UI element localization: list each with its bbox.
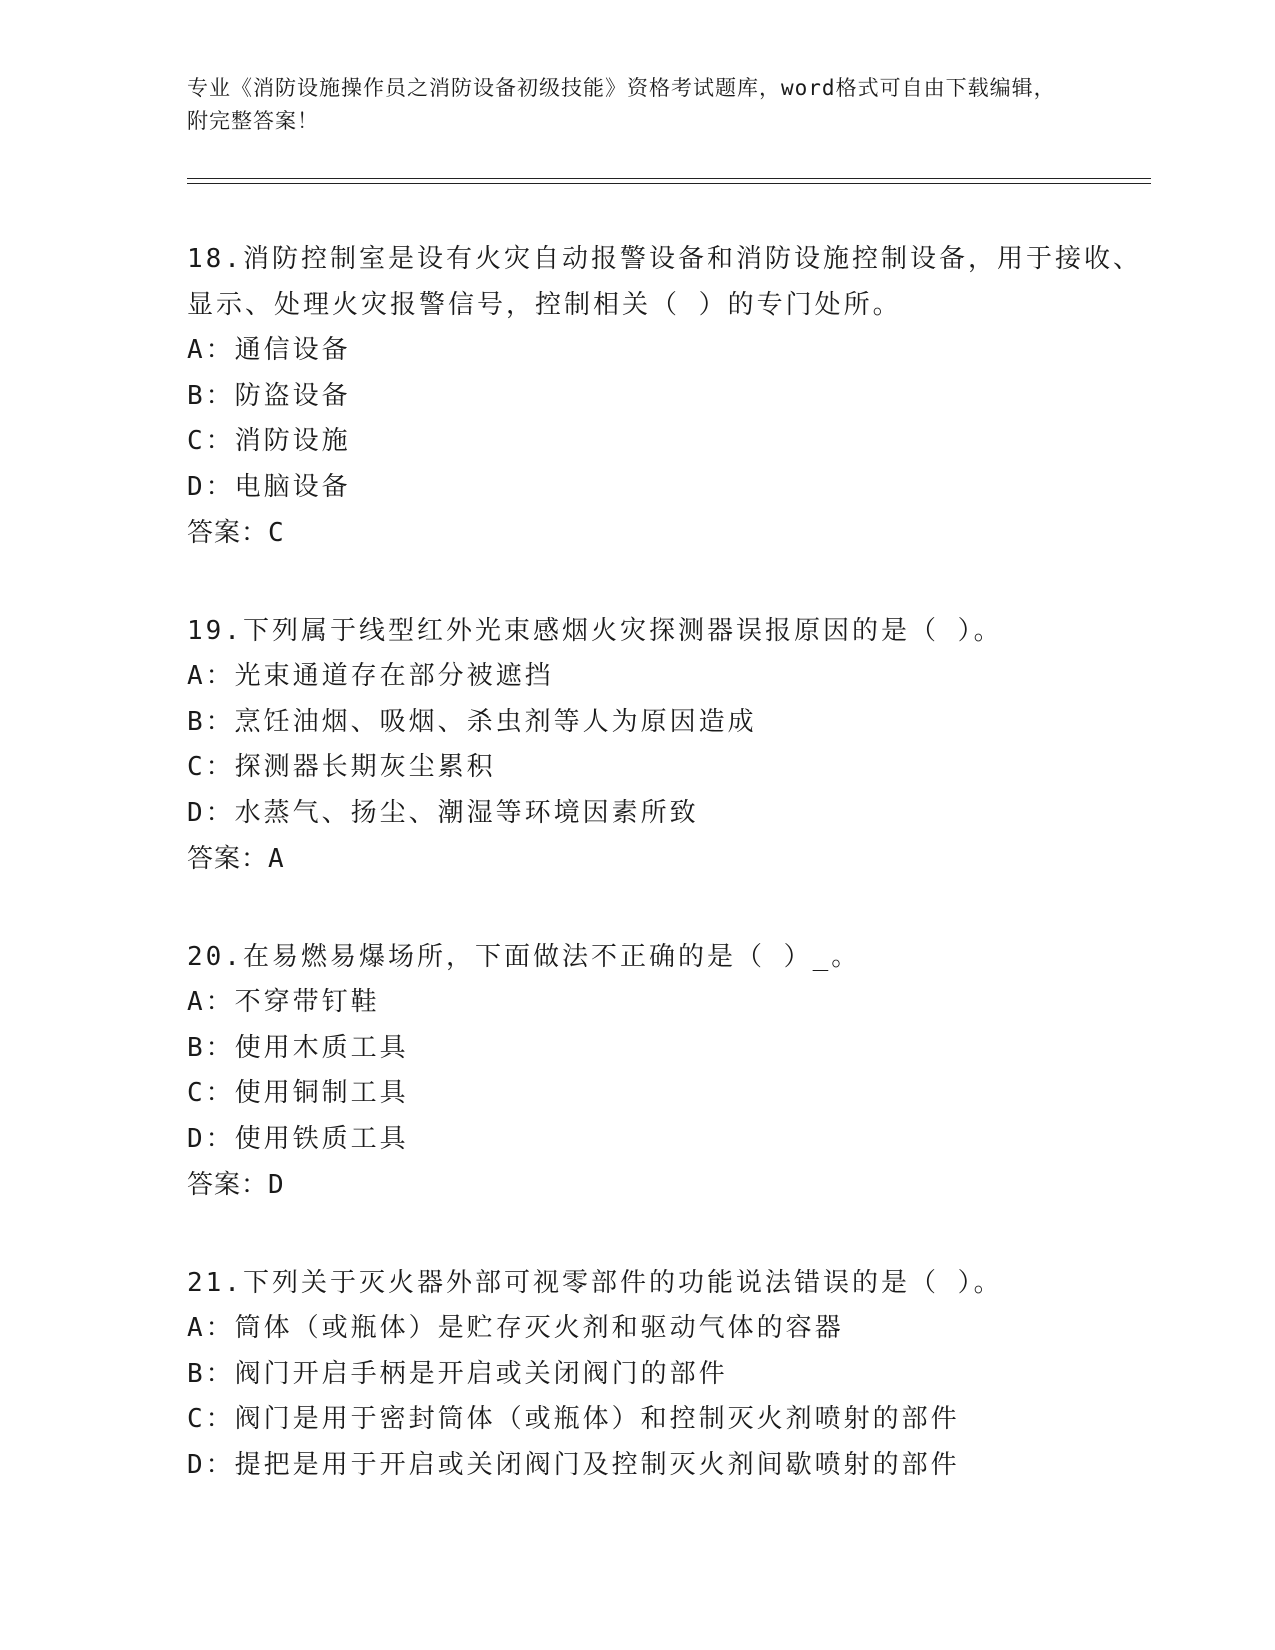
answer-label: 答案： bbox=[187, 1170, 269, 1200]
document-page bbox=[187, 72, 1147, 1488]
option-a: A：光束通道存在部分被遮挡 bbox=[187, 661, 554, 691]
option-c: C：使用铜制工具 bbox=[187, 1078, 409, 1108]
answer-label: 答案： bbox=[187, 844, 269, 874]
answer-line bbox=[187, 510, 1147, 556]
answer-line bbox=[187, 836, 1147, 882]
option-d: D：电脑设备 bbox=[187, 471, 351, 502]
answer-value: C bbox=[268, 518, 285, 548]
option-c: C：消防设施 bbox=[187, 426, 351, 456]
question-20 bbox=[187, 934, 1147, 1208]
header-divider bbox=[187, 178, 1151, 184]
option-c: C：阀门是用于密封筒体（或瓶体）和控制灭火剂喷射的部件 bbox=[187, 1404, 960, 1434]
option-b: B：防盗设备 bbox=[187, 380, 351, 411]
option-a: A：不穿带钉鞋 bbox=[187, 987, 380, 1017]
question-stem: 20.在易燃易爆场所，下面做法不正确的是（ ）_。 bbox=[187, 942, 861, 972]
answer-value: A bbox=[268, 844, 285, 874]
answer-value: D bbox=[268, 1170, 285, 1200]
question-18 bbox=[187, 236, 1147, 556]
question-stem: 18.消防控制室是设有火灾自动报警设备和消防设施控制设备，用于接收、显示、处理火灾报警信号，控制相关（ ）的专门处所。 bbox=[187, 244, 1142, 320]
option-d: D：提把是用于开启或关闭阀门及控制灭火剂间歇喷射的部件 bbox=[187, 1449, 960, 1480]
option-a: A：通信设备 bbox=[187, 335, 351, 365]
option-c: C：探测器长期灰尘累积 bbox=[187, 752, 496, 782]
option-b: B：使用木质工具 bbox=[187, 1032, 409, 1063]
document-header: 专业《消防设施操作员之消防设备初级技能》资格考试题库，word格式可自由下载编辑，附完整答案！ bbox=[187, 76, 1056, 133]
answer-line bbox=[187, 1162, 1147, 1208]
option-b: B：烹饪油烟、吸烟、杀虫剂等人为原因造成 bbox=[187, 706, 757, 737]
question-stem: 21.下列关于灭火器外部可视零部件的功能说法错误的是（ ）。 bbox=[187, 1268, 1003, 1298]
option-a: A：筒体（或瓶体）是贮存灭火剂和驱动气体的容器 bbox=[187, 1313, 844, 1343]
answer-label: 答案： bbox=[187, 518, 269, 548]
question-19 bbox=[187, 608, 1147, 882]
question-21 bbox=[187, 1260, 1147, 1488]
question-stem: 19.下列属于线型红外光束感烟火灾探测器误报原因的是（ ）。 bbox=[187, 616, 1003, 646]
option-d: D：使用铁质工具 bbox=[187, 1123, 409, 1154]
option-d: D：水蒸气、扬尘、潮湿等环境因素所致 bbox=[187, 797, 699, 828]
option-b: B：阀门开启手柄是开启或关闭阀门的部件 bbox=[187, 1358, 728, 1389]
